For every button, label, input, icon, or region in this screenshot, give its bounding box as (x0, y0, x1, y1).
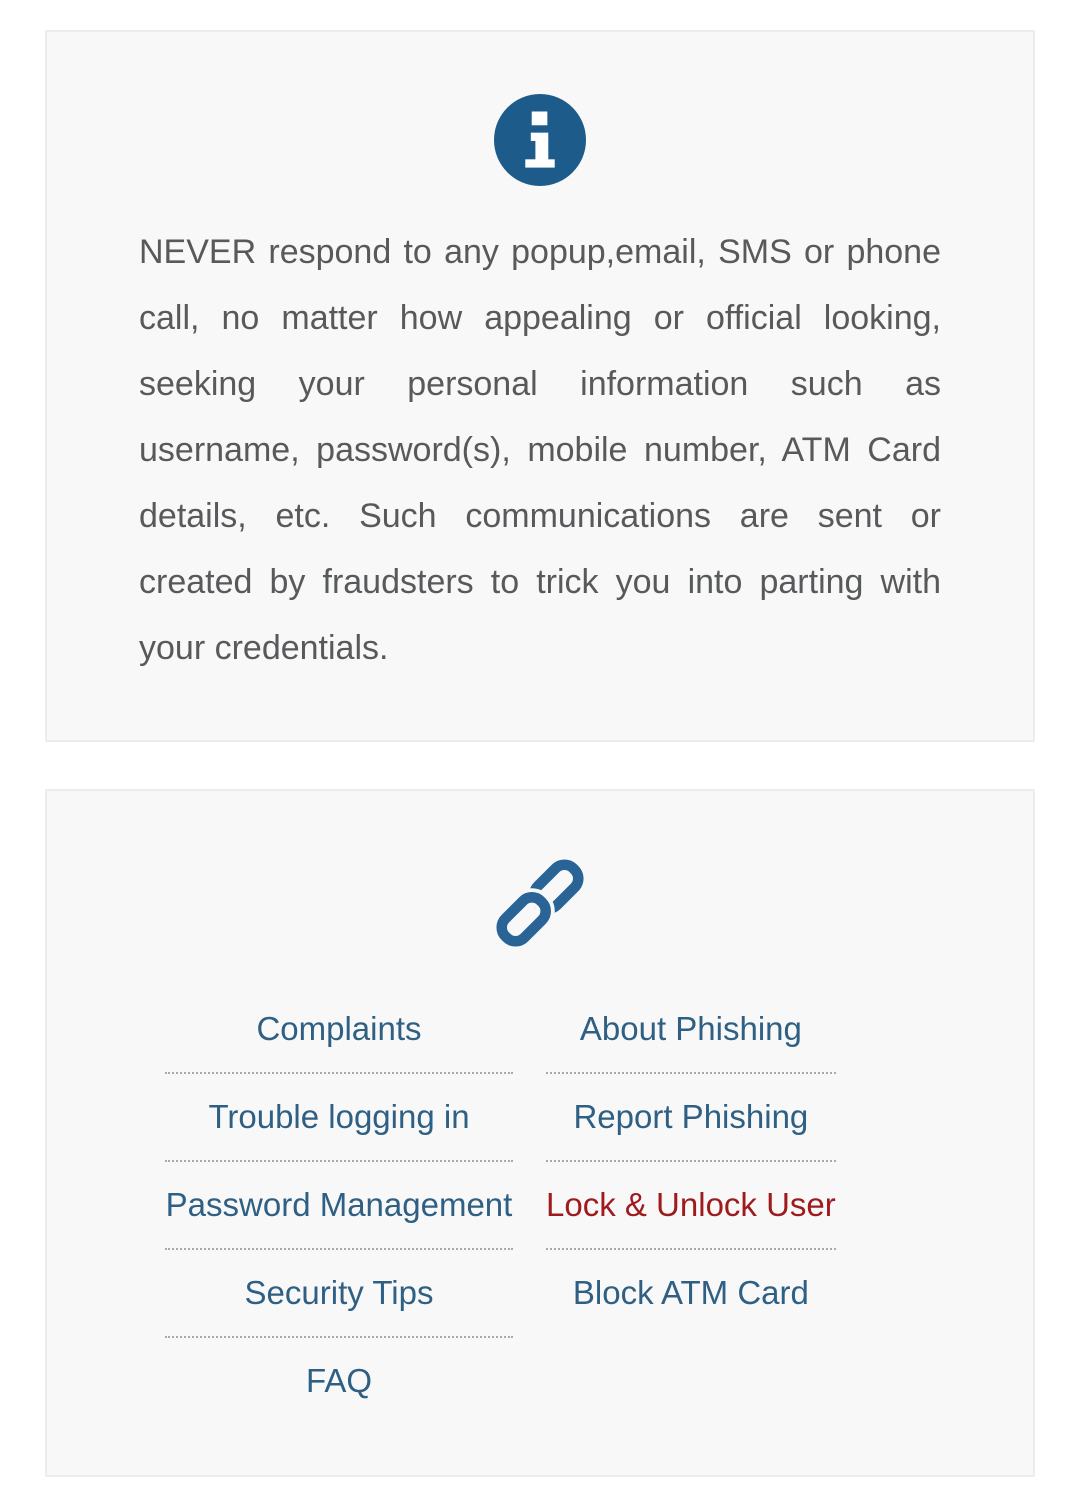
chain-link-icon (492, 849, 588, 957)
links-card-icon-wrap (47, 849, 1033, 962)
link-faq[interactable]: FAQ (305, 1362, 373, 1399)
link-complaints[interactable]: Complaints (165, 986, 513, 1074)
link-block-atm-card[interactable]: Block ATM Card (572, 1274, 809, 1311)
link-about-phishing[interactable]: About Phishing (546, 986, 836, 1074)
quick-links-card (45, 789, 1035, 1477)
quick-links-column-left (165, 986, 513, 1424)
link-report-phishing[interactable]: Report Phishing (546, 1074, 836, 1162)
info-icon (494, 94, 586, 186)
notice-card (45, 30, 1035, 742)
notice-card-icon-wrap (139, 94, 941, 191)
quick-links-column-right (546, 986, 836, 1424)
link-security-tips[interactable]: Security Tips (165, 1250, 513, 1338)
link-trouble-logging-in[interactable]: Trouble logging in (165, 1074, 513, 1162)
quick-links (165, 986, 836, 1424)
link-password-management[interactable]: Password Management (165, 1162, 513, 1250)
phishing-warning-text: NEVER respond to any popup,email, SMS or phone call, no matter how appealing or official looking, seeking your personal information such as username, password(s), mobile number, ATM Card details, etc. Such communications are sent or created by fraudsters to trick you into parting with your credentials. (139, 233, 941, 667)
link-lock-unlock-user[interactable]: Lock & Unlock User (546, 1162, 836, 1250)
